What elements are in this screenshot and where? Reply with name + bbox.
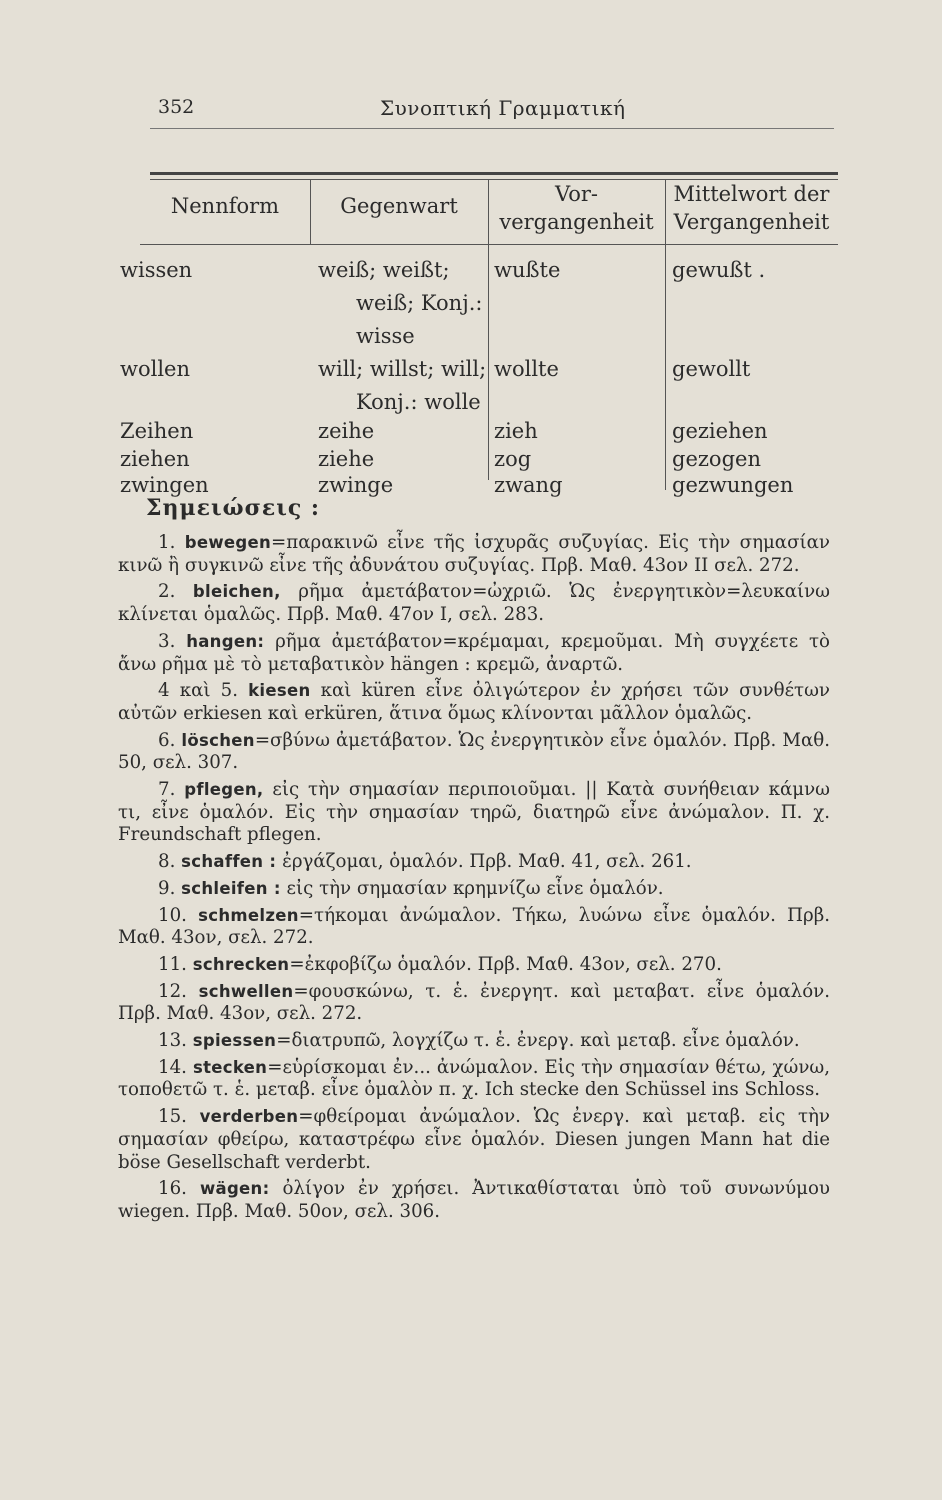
- note-number: 8.: [158, 851, 176, 873]
- running-head: [150, 92, 840, 132]
- note-keyword: schrecken: [192, 954, 290, 974]
- note-text: καὶ küren εἶνε ὀλιγώτερον ἐν χρήσει τῶν συνθέτων αὐτῶν erkiesen καὶ erküren, ἅτινα ὅμως κλίνονται μᾶλλον ὁμαλῶς.: [118, 680, 830, 724]
- header-rule: [150, 128, 834, 129]
- note-keyword: schwellen: [198, 981, 294, 1001]
- table-cell: zwinge: [318, 473, 394, 497]
- note-item: [118, 1030, 830, 1057]
- note-text: εἰς τὴν σημασίαν κρημνίζω εἶνε ὁμαλόν.: [280, 877, 664, 899]
- note-number: 14.: [158, 1056, 187, 1078]
- note-keyword: bewegen: [184, 533, 272, 552]
- column-header-vorvergangenheit: Vor- vergangenheit: [499, 182, 654, 234]
- table-cell: will; willst; will;: [318, 357, 487, 381]
- note-number: 3.: [158, 630, 176, 652]
- table-cell: Zeihen: [120, 419, 194, 443]
- note-item: [118, 851, 830, 878]
- note-keyword: verderben: [199, 1107, 299, 1127]
- note-keyword: wägen:: [199, 1179, 270, 1199]
- note-number: 13.: [158, 1030, 187, 1052]
- table-cell: zieh: [494, 419, 538, 443]
- note-keyword: löschen: [181, 730, 255, 750]
- column-header-nennform: Nennform: [170, 194, 280, 218]
- column-header-mittelwort: Mittelwort der Vergangenheit: [673, 182, 830, 234]
- note-number: 9.: [158, 877, 176, 899]
- notes-heading: Σημειώσεις :: [146, 495, 321, 521]
- note-number: 12.: [158, 980, 187, 1002]
- note-keyword: stecken: [192, 1057, 268, 1077]
- note-keyword: spiessen: [192, 1031, 277, 1051]
- note-text: ρῆμα ἀμετάβατον=κρέμαμαι, κρεμοῦμαι. Μὴ συγχέετε τὸ ἄνω ρῆμα μὲ τὸ μεταβατικὸν hängen : κρεμῶ, ἀναρτῶ.: [118, 630, 830, 675]
- table-cell: weiß; weißt;: [318, 258, 450, 282]
- table-cell: zog: [494, 447, 532, 471]
- verb-table: [120, 168, 838, 498]
- table-cell: gewußt .: [672, 258, 766, 282]
- note-number: 6.: [158, 729, 176, 751]
- note-item: [118, 1178, 830, 1227]
- table-cell: gezogen: [672, 447, 761, 471]
- note-number: 1.: [158, 532, 176, 553]
- note-text: =φουσκώνω, τ. ἑ. ἐνεργητ. καὶ μεταβατ. εἶνε ὁμαλόν. Πρβ. Μαθ. 43ον, σελ. 272.: [118, 980, 830, 1025]
- note-keyword: hangen:: [186, 631, 265, 651]
- page-number: 352: [158, 96, 195, 118]
- note-item: [118, 981, 830, 1030]
- note-number: 7.: [158, 779, 176, 801]
- notes-list: [118, 532, 830, 1228]
- note-item: [118, 581, 830, 630]
- column-header-gegenwart: Gegenwart: [340, 194, 458, 218]
- note-keyword: schleifen :: [181, 878, 281, 898]
- table-header-rule: [140, 244, 838, 245]
- note-number: 11.: [158, 953, 187, 975]
- note-number: 16.: [158, 1178, 187, 1200]
- note-text: =διατρυπῶ, λογχίζω τ. ἑ. ἐνεργ. καὶ μεταβ. εἶνε ὁμαλόν.: [276, 1030, 800, 1052]
- table-cell: Konj.: wolle: [356, 390, 481, 414]
- table-cell: zwang: [494, 473, 563, 497]
- table-cell: wollte: [494, 357, 559, 381]
- table-top-rule: [150, 172, 838, 175]
- table-cell: wisse: [356, 324, 415, 348]
- note-item: [118, 878, 830, 905]
- running-title: Συνοπτική Γραμματική: [380, 96, 626, 120]
- table-cell: wußte: [494, 258, 561, 282]
- note-text: εἰς τὴν σημασίαν περιποιοῦμαι. || Κατὰ συνήθειαν κάμνω τι, εἶνε ὁμαλόν. Εἰς τὴν σημασίαν τηρῶ, διατηρῶ εἶνε ἀνώμαλον. Π. χ. Freundschaft pflegen.: [118, 779, 830, 846]
- table-cell: zeihe: [318, 419, 375, 443]
- table-cell: geziehen: [672, 419, 768, 443]
- note-number: 10.: [158, 904, 187, 926]
- table-cell: gezwungen: [672, 473, 794, 497]
- table-cell: wollen: [120, 357, 191, 381]
- table-cell: gewollt: [672, 357, 751, 381]
- note-keyword: schmelzen: [198, 905, 299, 925]
- note-text: =σβύνω ἀμετάβατον. Ὡς ἐνεργητικὸν εἶνε ὁμαλόν. Πρβ. Μαθ. 50, σελ. 307.: [118, 729, 830, 774]
- table-cell: ziehen: [120, 447, 190, 471]
- table-cell: wissen: [120, 258, 193, 282]
- note-text: =τήκομαι ἀνώμαλον. Τήκω, λυώνω εἶνε ὁμαλόν. Πρβ. Μαθ. 43ον, σελ. 272.: [118, 904, 830, 949]
- table-cell: ziehe: [318, 447, 375, 471]
- note-keyword: bleichen,: [192, 582, 281, 602]
- note-item: [118, 1057, 830, 1106]
- note-text: ὀλίγον ἐν χρήσει. Ἀντικαθίσταται ὑπὸ τοῦ συνωνύμου wiegen. Πρβ. Μαθ. 50ον, σελ. 306.: [118, 1178, 830, 1222]
- note-text: =παρακινῶ εἶνε τῆς ἰσχυρᾶς συζυγίας. Εἰς τὴν σημασίαν κινῶ ἢ συγκινῶ εἶνε τῆς ἀδυνάτου συζυγίας. Πρβ. Μαθ. 43ον II σελ. 272.: [118, 532, 830, 576]
- note-text: =ἐκφοβίζω ὁμαλόν. Πρβ. Μαθ. 43ον, σελ. 270.: [289, 953, 722, 975]
- note-item: [118, 631, 830, 680]
- note-keyword: kiesen: [248, 681, 311, 701]
- note-item: [118, 954, 830, 981]
- note-item: [118, 905, 830, 954]
- note-number: 15.: [158, 1106, 187, 1128]
- note-keyword: pflegen,: [184, 780, 264, 800]
- note-text: ρῆμα ἀμετάβατον=ὠχριῶ. Ὡς ἐνεργητικὸν=λευκαίνω κλίνεται ὁμαλῶς. Πρβ. Μαθ. 47ον I, σελ. 283.: [118, 581, 830, 626]
- table-cell: weiß; Konj.:: [356, 291, 483, 315]
- note-text: ἐργάζομαι, ὁμαλόν. Πρβ. Μαθ. 41, σελ. 261.: [276, 851, 692, 873]
- note-text: =εὑρίσκομαι ἐν... ἀνώμαλον. Εἰς τὴν σημασίαν θέτω, χώνω, τοποθετῶ τ. ἑ. μεταβ. εἶνε ὁμαλὸν π. χ. Ich stecke den Schüssel ins Schloss.: [118, 1056, 830, 1101]
- note-item: [118, 730, 830, 779]
- note-text: =φθείρομαι ἀνώμαλον. Ὡς ἐνεργ. καὶ μεταβ. εἰς τὴν σημασίαν φθείρω, καταστρέφω εἶνε ὁμαλόν. Diesen jungen Mann hat die böse Gesellschaft verderbt.: [118, 1106, 830, 1173]
- note-keyword: schaffen :: [181, 852, 277, 872]
- note-item: [118, 680, 830, 729]
- note-number: 4 καὶ 5.: [158, 680, 238, 702]
- note-item: [118, 532, 830, 581]
- table-cell: zwingen: [120, 473, 209, 497]
- note-item: [118, 1106, 830, 1178]
- note-item: [118, 779, 830, 851]
- note-number: 2.: [158, 581, 176, 603]
